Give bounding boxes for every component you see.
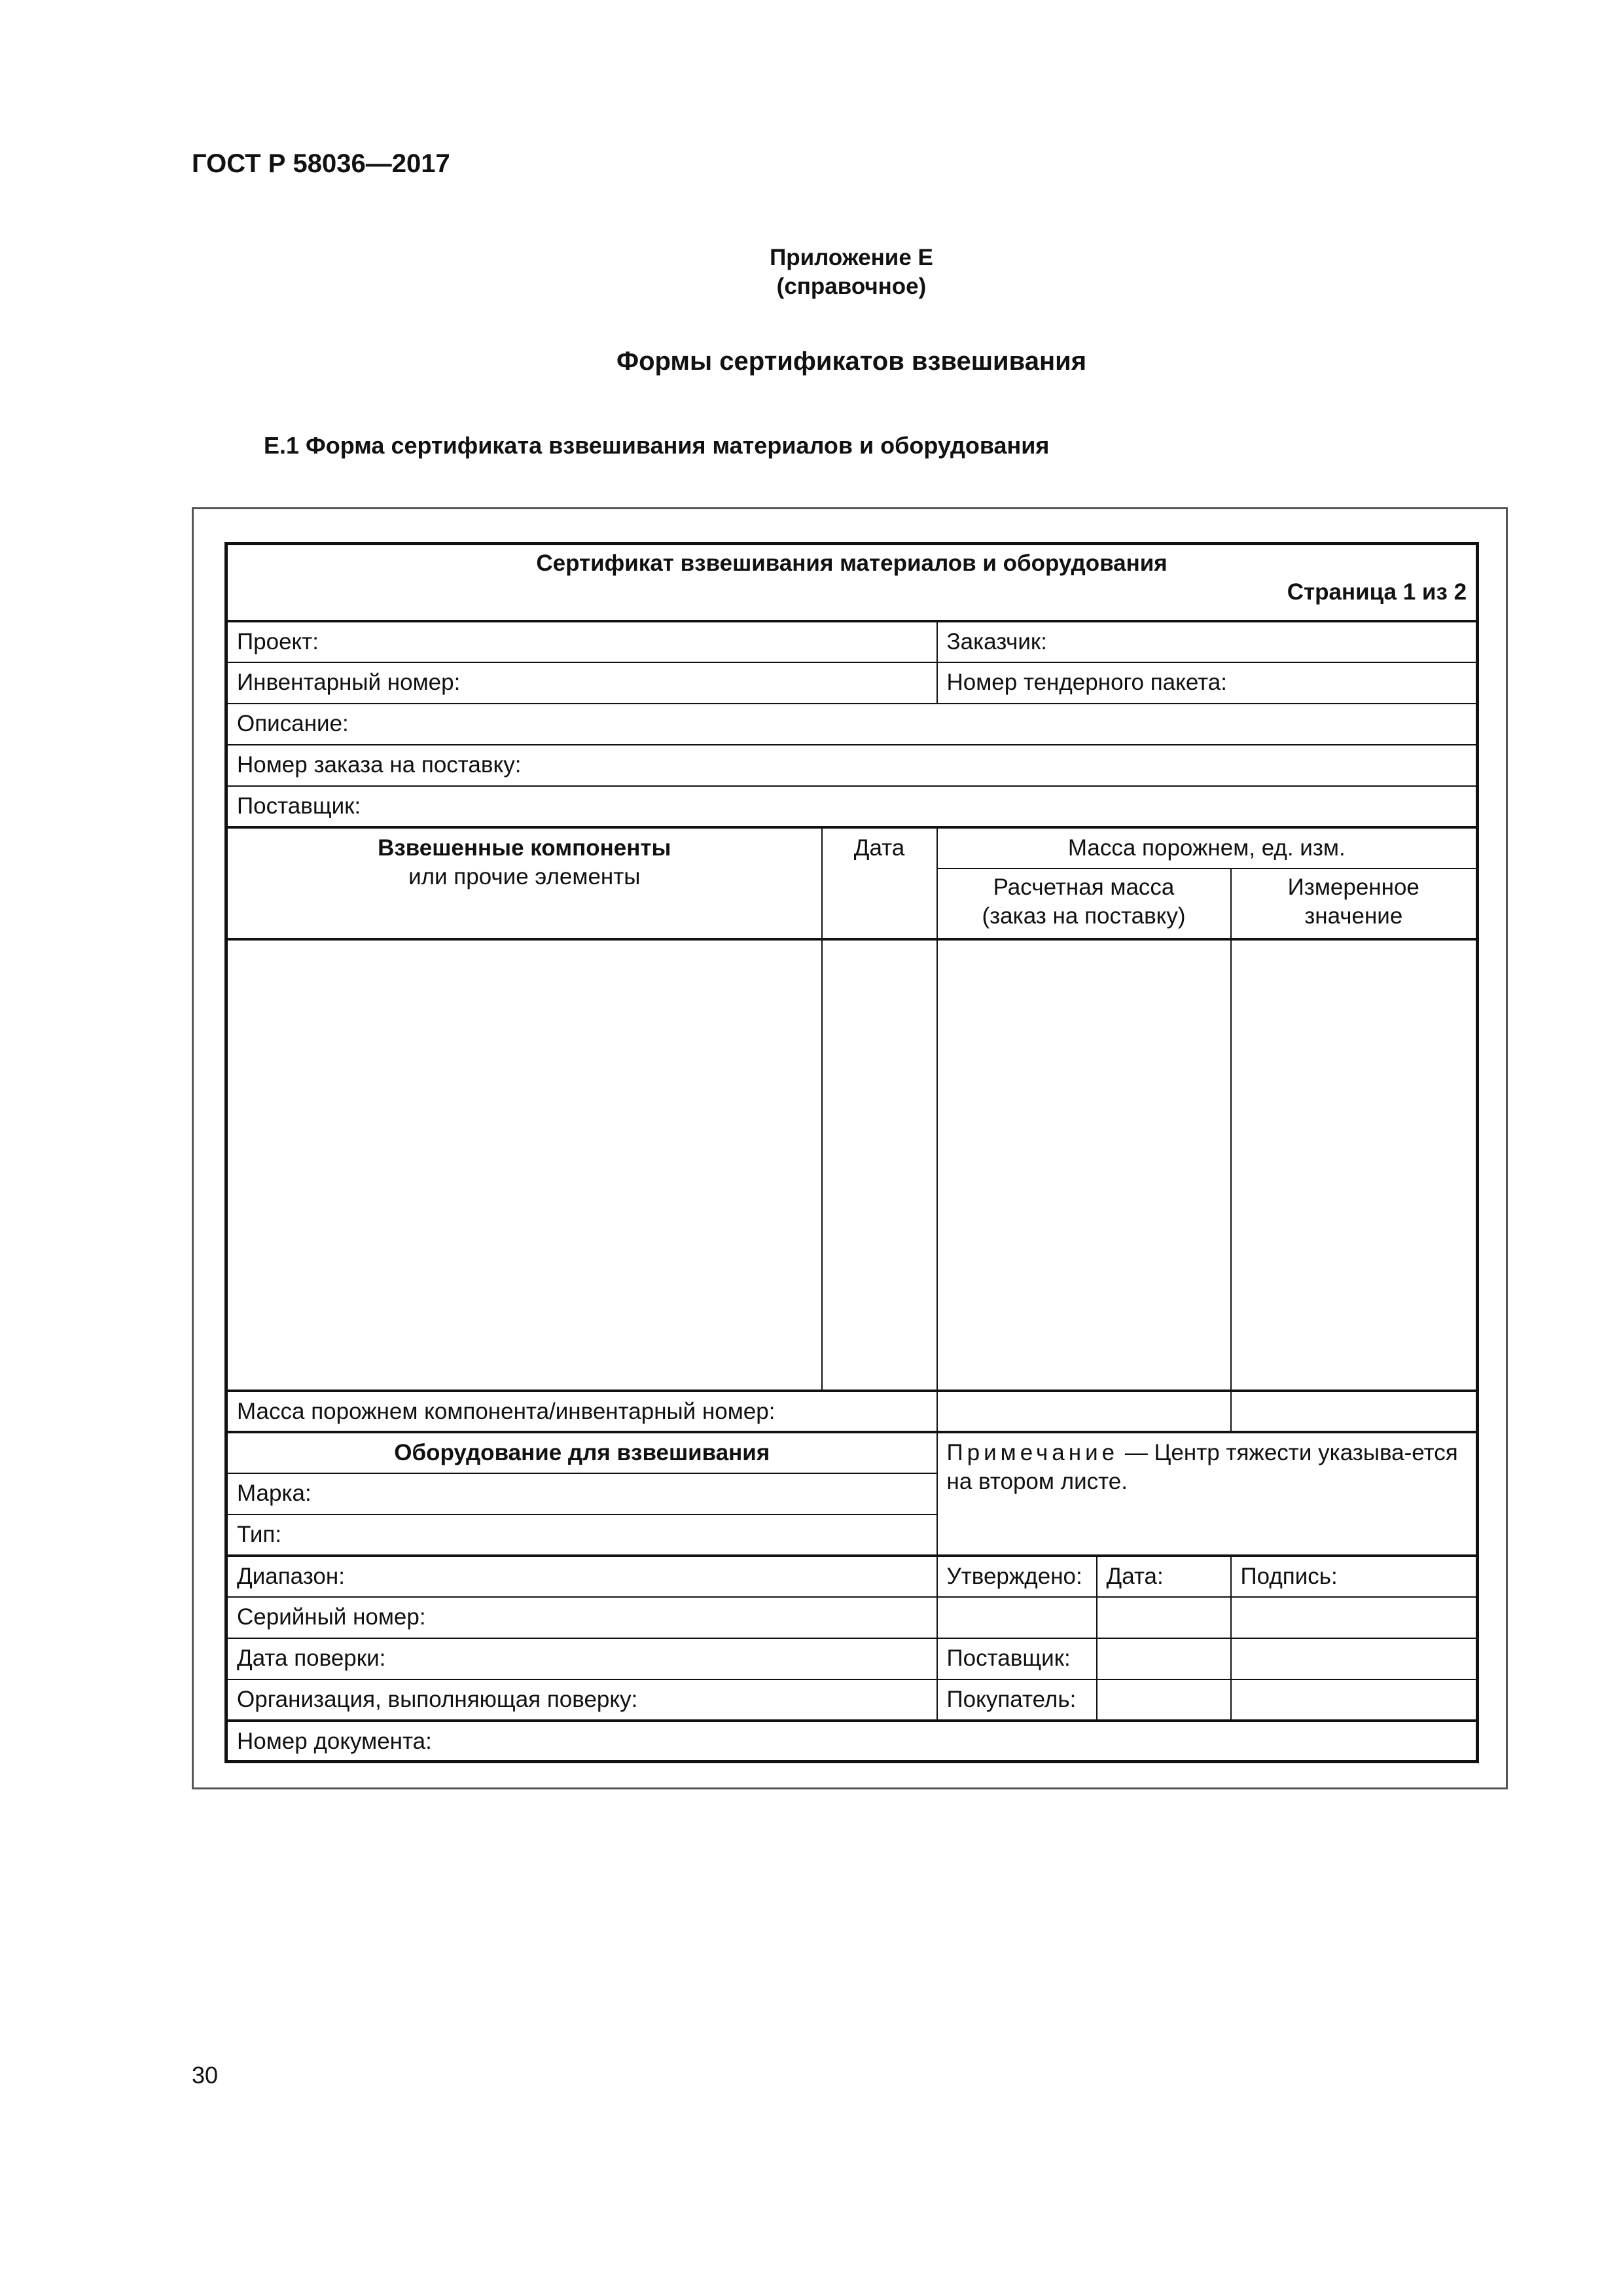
note-label: Примечание [946, 1439, 1119, 1465]
calculated-mass-data-cell[interactable] [937, 939, 1231, 1391]
page-indicator: Страница 1 из 2 [1287, 579, 1467, 605]
tender-number-field[interactable]: Номер тендерного пакета: [937, 662, 1478, 704]
buyer-approval-label: Покупатель: [937, 1679, 1097, 1721]
appendix-title: Приложение Е [770, 245, 933, 270]
mass-total-measured[interactable] [1231, 1391, 1478, 1432]
calculated-mass-line1: Расчетная масса [993, 874, 1175, 900]
verifying-org-field[interactable]: Организация, выполняющая поверку: [226, 1679, 937, 1721]
equipment-header: Оборудование для взвешивания [226, 1432, 937, 1473]
calculated-mass-line2: (заказ на поставку) [982, 903, 1186, 929]
serial-number-field[interactable]: Серийный номер: [226, 1597, 937, 1638]
date-header: Дата [822, 827, 937, 939]
supplier-date-cell[interactable] [1097, 1638, 1231, 1679]
approved-date-cell[interactable] [1097, 1597, 1231, 1638]
appendix-subtitle: (справочное) [776, 274, 927, 299]
calculated-mass-header [937, 869, 1231, 939]
date-data-cell[interactable] [822, 939, 937, 1391]
mass-total-label: Масса порожнем компонента/инвентарный номер: [226, 1391, 937, 1432]
mass-total-calculated[interactable] [937, 1391, 1231, 1432]
mass-header: Масса порожнем, ед. изм. [937, 827, 1478, 869]
note-text: — Центр тяжести указыва-ется на втором листе. [946, 1439, 1458, 1494]
buyer-date-cell[interactable] [1097, 1679, 1231, 1721]
measured-mass-data-cell[interactable] [1231, 939, 1478, 1391]
supplier-field[interactable]: Поставщик: [226, 786, 1478, 827]
section-title: Е.1 Форма сертификата взвешивания материалов и оборудования [264, 432, 1050, 459]
project-field[interactable]: Проект: [226, 621, 937, 662]
approved-header: Утверждено: [937, 1556, 1097, 1597]
form-title-cell [226, 544, 1478, 621]
signature-header: Подпись: [1231, 1556, 1478, 1597]
components-header-rest: или прочие элементы [408, 863, 641, 889]
approved-signature-cell[interactable] [1231, 1597, 1478, 1638]
page-number: 30 [192, 2062, 219, 2089]
buyer-signature-cell[interactable] [1231, 1679, 1478, 1721]
range-field[interactable]: Диапазон: [226, 1556, 937, 1597]
main-title: Формы сертификатов взвешивания [616, 347, 1087, 376]
document-code: ГОСТ Р 58036—2017 [192, 149, 450, 178]
components-header-bold: Взвешенные компоненты [378, 834, 671, 861]
measured-mass-line1: Измеренное [1287, 874, 1419, 900]
date-header-approval: Дата: [1097, 1556, 1231, 1597]
components-header [226, 827, 822, 939]
verification-date-field[interactable]: Дата поверки: [226, 1638, 937, 1679]
measured-mass-line2: значение [1304, 903, 1403, 929]
weighing-certificate-form [224, 542, 1479, 1763]
approved-empty-cell[interactable] [937, 1597, 1097, 1638]
note-cell [937, 1432, 1478, 1556]
description-field[interactable]: Описание: [226, 704, 1478, 745]
components-data-cell[interactable] [226, 939, 822, 1391]
customer-field[interactable]: Заказчик: [937, 621, 1478, 662]
supplier-signature-cell[interactable] [1231, 1638, 1478, 1679]
brand-field[interactable]: Марка: [226, 1473, 937, 1515]
form-title: Сертификат взвешивания материалов и оборудования [536, 550, 1168, 576]
type-field[interactable]: Тип: [226, 1515, 937, 1556]
order-number-field[interactable]: Номер заказа на поставку: [226, 745, 1478, 786]
document-number-field[interactable]: Номер документа: [226, 1721, 1478, 1762]
measured-mass-header [1231, 869, 1478, 939]
inventory-number-field[interactable]: Инвентарный номер: [226, 662, 937, 704]
supplier-approval-label: Поставщик: [937, 1638, 1097, 1679]
